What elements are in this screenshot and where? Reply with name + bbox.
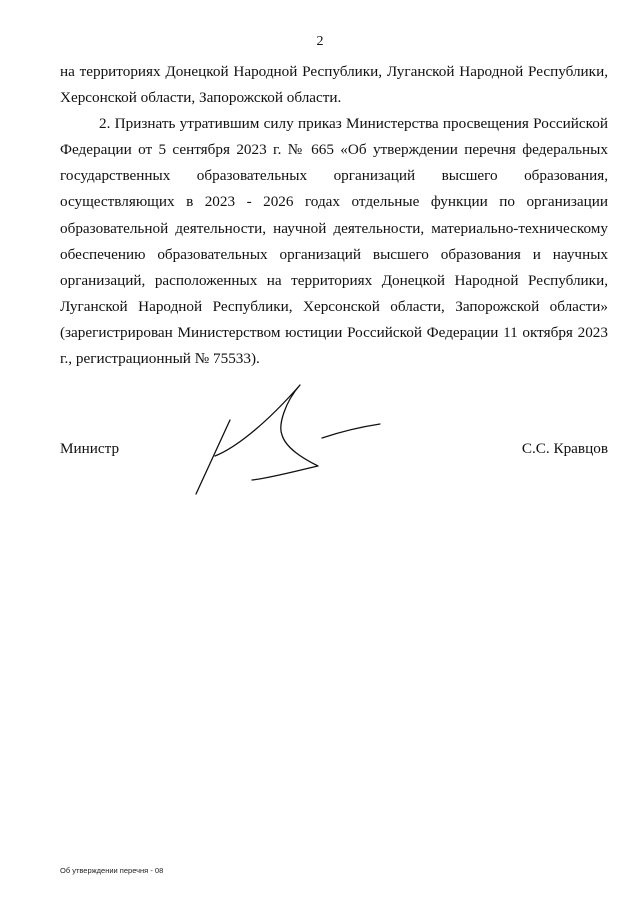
signature-stroke-1 (196, 420, 230, 494)
signer-name: С.С. Кравцов (521, 440, 608, 457)
document-body (60, 59, 608, 372)
page-number: 2 (316, 34, 324, 49)
paragraph-item-2: 2. Признать утратившим силу приказ Министерства просвещения Российской Федерации от 5 сентября 2023 г. № 665 «Об утверждении перечня федеральных государственных образовательных организаций высшего образования, осуществляющих в 2023 - 2026 годах отдельные функции по организации образовательной деятельности, научной деятельности, материально-техническому обеспечению образовательных организаций высшего образования и научных организаций, расположенных на территориях Донецкой Народной Республики, Луганской Народной Республики, Херсонской области, Запорожской области» (зарегистрирован Министерством юстиции Российской Федерации 11 октября 2023 г., регистрационный № 75533). (60, 115, 608, 368)
handwritten-signature (190, 380, 390, 500)
footer-document-code: Об утверждении перечня - 08 (60, 866, 164, 875)
signature-stroke-3 (322, 424, 380, 438)
signature-stroke-2 (215, 385, 318, 480)
paragraph-continuation: на территориях Донецкой Народной Республики, Луганской Народной Республики, Херсонской области, Запорожской области. (60, 63, 608, 107)
minister-title: Министр (60, 440, 120, 457)
